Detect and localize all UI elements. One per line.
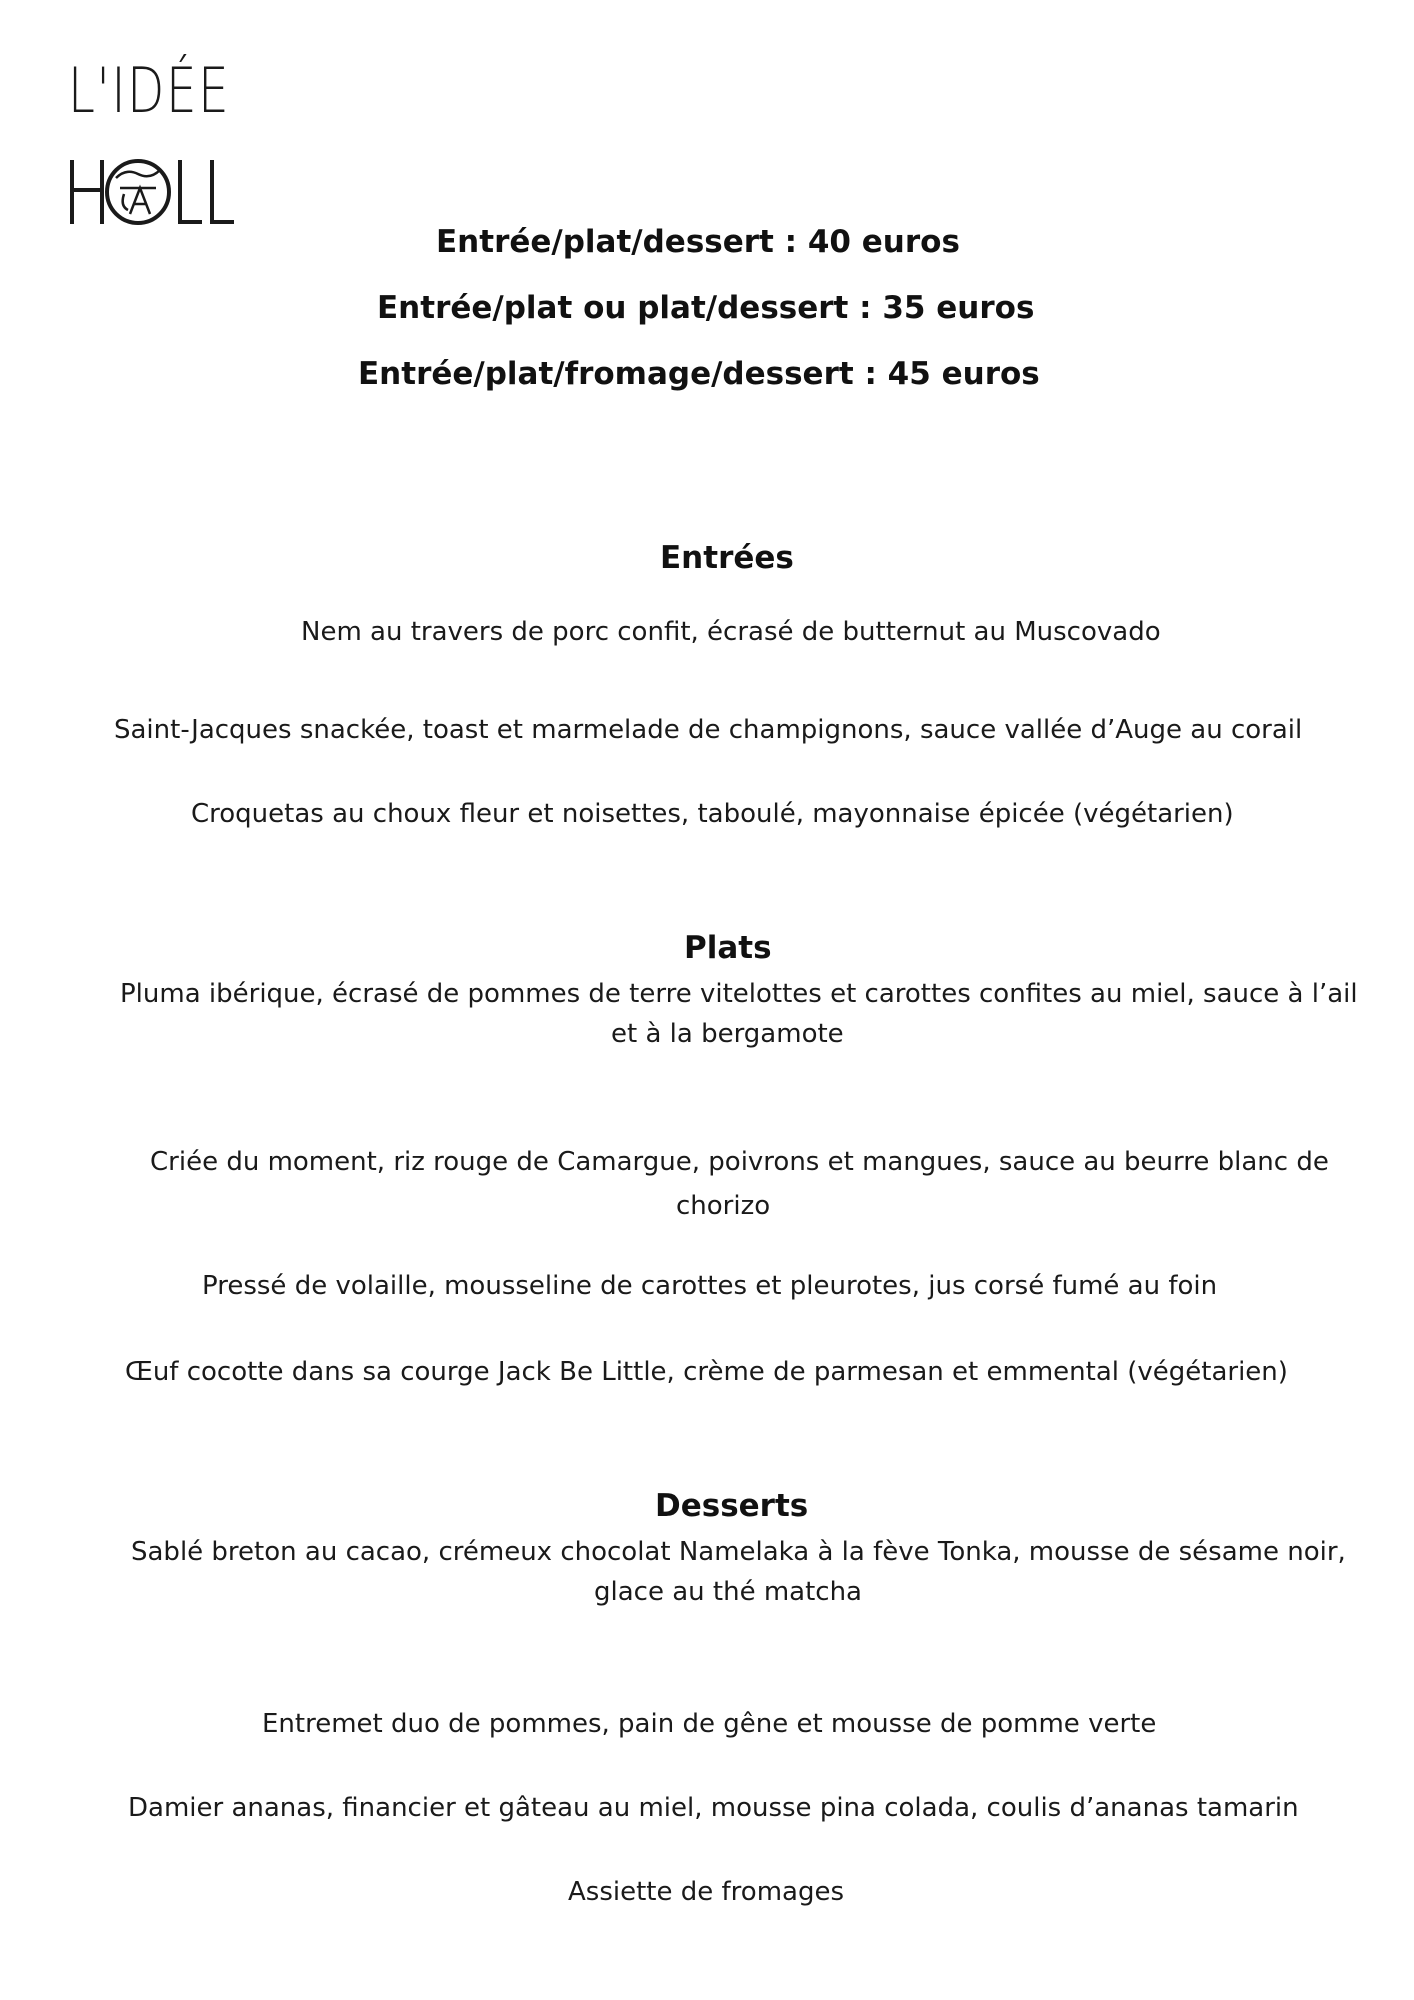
entree-item-2: Saint-Jacques snackée, toast et marmelade de champignons, sauce vallée d’Auge au corail [114, 715, 1303, 745]
plat-item-3: Pressé de volaille, mousseline de carottes et pleurotes, jus corsé fumé au foin [202, 1271, 1218, 1301]
logo-text-top: L'IDÉE [68, 54, 231, 127]
section-title-entrees: Entrées [660, 540, 794, 576]
plat-item-1-line-2: et à la bergamote [611, 1019, 844, 1049]
dessert-item-2: Entremet duo de pommes, pain de gêne et mousse de pomme verte [262, 1709, 1157, 1739]
logo [68, 56, 238, 236]
entree-item-1: Nem au travers de porc confit, écrasé de butternut au Muscovado [301, 617, 1161, 647]
price-line-1: Entrée/plat/dessert : 40 euros [436, 224, 960, 260]
section-title-plats: Plats [684, 930, 772, 966]
dessert-item-4: Assiette de fromages [568, 1877, 844, 1907]
plat-item-1-line-1: Pluma ibérique, écrasé de pommes de terre vitelottes et carottes confites au miel, sauce à l’ail [120, 979, 1358, 1009]
price-line-3: Entrée/plat/fromage/dessert : 45 euros [358, 356, 1040, 392]
dessert-item-1-line-1: Sablé breton au cacao, crémeux chocolat Namelaka à la fève Tonka, mousse de sésame noir, [131, 1537, 1346, 1567]
plat-item-4: Œuf cocotte dans sa courge Jack Be Little, crème de parmesan et emmental (végétarien) [125, 1357, 1288, 1387]
entree-item-3: Croquetas au choux fleur et noisettes, taboulé, mayonnaise épicée (végétarien) [191, 799, 1234, 829]
plat-item-2-line-2: chorizo [676, 1191, 771, 1221]
logo-mark-icon [68, 56, 238, 236]
dessert-item-3: Damier ananas, financier et gâteau au miel, mousse pina colada, coulis d’ananas tamarin [128, 1793, 1299, 1823]
price-line-2: Entrée/plat ou plat/dessert : 35 euros [377, 290, 1035, 326]
section-title-desserts: Desserts [655, 1488, 809, 1524]
dessert-item-1-line-2: glace au thé matcha [594, 1577, 862, 1607]
plat-item-2-line-1: Criée du moment, riz rouge de Camargue, poivrons et mangues, sauce au beurre blanc de [150, 1147, 1329, 1177]
